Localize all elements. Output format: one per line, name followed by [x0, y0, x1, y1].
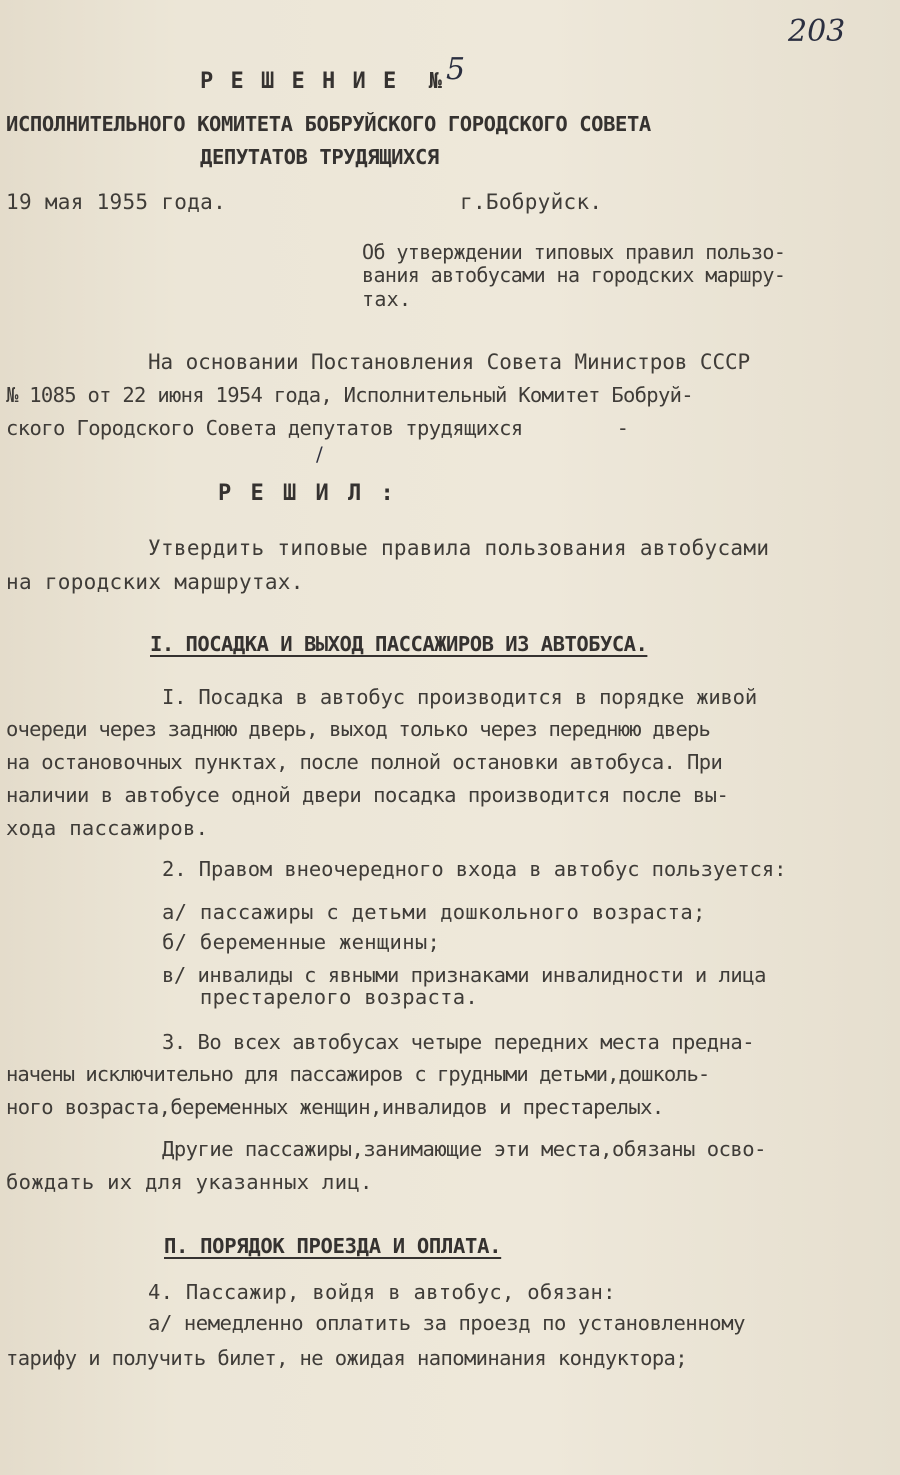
slash-mark: /: [316, 442, 323, 466]
preamble-line-1: На основании Постановления Совета Министров СССР: [148, 350, 751, 374]
subject-line-2: вания автобусами на городских маршру-: [362, 263, 786, 287]
preamble-line-3: ского Городского Совета депутатов трудящихся -: [6, 416, 629, 440]
approve-line-1: Утвердить типовые правила пользования автобусами: [148, 536, 770, 560]
document-place: г.Бобруйск.: [460, 190, 603, 214]
subject-line-1: Об утверждении типовых правил пользо-: [362, 240, 786, 264]
list-item-b: б/ беременные женщины;: [162, 930, 441, 954]
decided-heading: Р Е Ш И Л :: [218, 481, 397, 506]
item-1-line-1: I. Посадка в автобус производится в порядке живой: [162, 685, 757, 709]
archive-page-number: 203: [788, 14, 846, 49]
list-item-v-line-1: в/ инвалиды с явными признаками инвалидности и лица: [162, 963, 766, 987]
item-1-line-2: очереди через заднюю дверь, выход только через переднюю дверь: [6, 717, 711, 741]
list-item-a: а/ пассажиры с детьми дошкольного возраста;: [162, 900, 706, 924]
other-passengers-line-1: Другие пассажиры,занимающие эти места,обязаны осво-: [162, 1137, 766, 1161]
document-date: 19 мая 1955 года.: [6, 190, 227, 214]
item-1-line-4: наличии в автобусе одной двери посадка производится после вы-: [6, 783, 729, 807]
item-3-line-2: начены исключительно для пассажиров с грудными детьми,дошколь-: [6, 1062, 710, 1086]
section-1-heading: I. ПОСАДКА И ВЫХОД ПАССАЖИРОВ ИЗ АВТОБУСА.: [150, 632, 648, 656]
decision-number: 5: [446, 52, 466, 87]
other-passengers-line-2: бождать их для указанных лиц.: [6, 1170, 373, 1194]
section-2-heading: П. ПОРЯДОК ПРОЕЗДА И ОПЛАТА.: [164, 1234, 502, 1258]
item-4a-line-1: а/ немедленно оплатить за проезд по установленному: [148, 1311, 746, 1335]
item-4-line: 4. Пассажир, войдя в автобус, обязан:: [148, 1280, 616, 1304]
org-line-2: ДЕПУТАТОВ ТРУДЯЩИХСЯ: [200, 145, 439, 169]
subject-line-3: тах.: [362, 287, 412, 311]
item-4a-line-2: тарифу и получить билет, не ожидая напоминания кондуктора;: [6, 1346, 688, 1370]
org-line-1: ИСПОЛНИТЕЛЬНОГО КОМИТЕТА БОБРУЙСКОГО ГОРОДСКОГО СОВЕТА: [6, 112, 651, 136]
list-item-v-line-2: престарелого возраста.: [162, 985, 479, 1009]
approve-line-2: на городских маршрутах.: [6, 570, 304, 594]
item-3-line-1: 3. Во всех автобусах четыре передних места предна-: [162, 1030, 755, 1054]
item-2-line: 2. Правом внеочередного входа в автобус пользуется:: [162, 857, 787, 881]
decision-title: Р Е Ш Е Н И Е №: [200, 69, 444, 94]
item-1-line-5: хода пассажиров.: [6, 816, 209, 840]
item-1-line-3: на остановочных пунктах, после полной остановки автобуса. При: [6, 750, 723, 774]
preamble-line-2: № 1085 от 22 июня 1954 года, Исполнительный Комитет Бобруй-: [6, 383, 693, 407]
item-3-line-3: ного возраста,беременных женщин,инвалидов и престарелых.: [6, 1095, 664, 1119]
